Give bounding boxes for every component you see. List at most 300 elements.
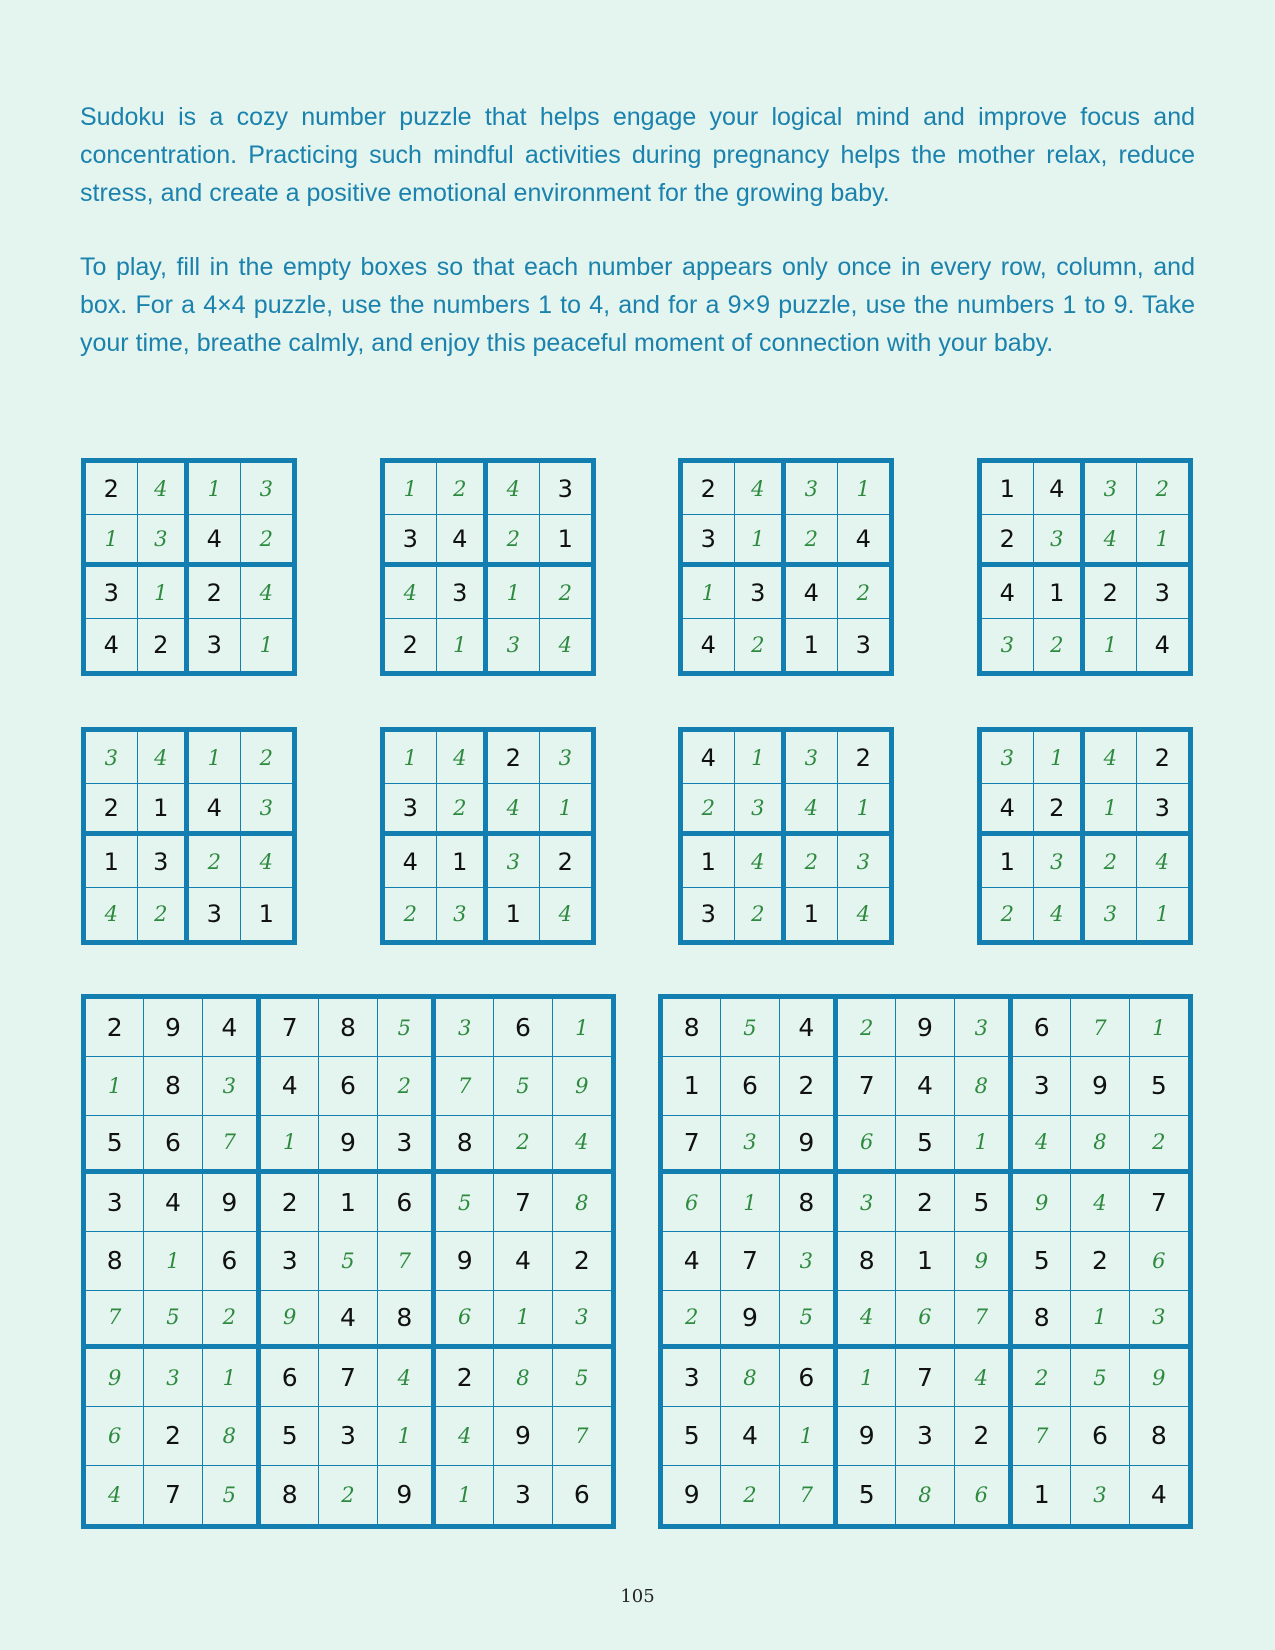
- answer-cell: 1: [1130, 999, 1188, 1057]
- given-cell: 3: [261, 1232, 319, 1290]
- given-cell: 3: [378, 1116, 436, 1174]
- answer-cell: 4: [856, 902, 870, 926]
- given-cell: 1: [138, 784, 190, 836]
- given-cell: 4: [494, 1232, 552, 1290]
- sudoku-4x4-3: [678, 458, 894, 676]
- given-cell: 4: [786, 567, 838, 619]
- answer-cell: 6: [838, 1116, 896, 1174]
- answer-cell: 7: [1013, 1407, 1071, 1465]
- given-cell: 8: [838, 1232, 896, 1290]
- given-cell: 7: [838, 1057, 896, 1115]
- given-cell: 1: [540, 515, 592, 567]
- given-cell: 6: [261, 1349, 319, 1407]
- answer-cell: 2: [735, 888, 787, 940]
- given-cell: 2: [896, 1174, 954, 1232]
- answer-cell: 3: [241, 463, 293, 515]
- given-cell: 3: [138, 836, 190, 888]
- given-cell: 9: [1071, 1057, 1129, 1115]
- answer-cell: 3: [540, 732, 592, 784]
- given-cell: 3: [189, 888, 241, 940]
- answer-cell: 1: [488, 567, 540, 619]
- answer-cell: 3: [1085, 463, 1137, 515]
- given-cell: 2: [436, 1349, 494, 1407]
- answer-cell: 2: [1085, 836, 1137, 888]
- given-cell: 3: [1137, 784, 1189, 836]
- given-cell: 2: [138, 619, 190, 671]
- answer-cell: 7: [955, 1291, 1013, 1349]
- answer-cell: 2: [786, 515, 838, 567]
- given-cell: 4: [1150, 1480, 1167, 1510]
- answer-cell: 1: [138, 567, 190, 619]
- answer-cell: 9: [553, 1057, 611, 1115]
- answer-cell: 3: [982, 732, 1034, 784]
- given-cell: 1: [896, 1232, 954, 1290]
- given-cell: 9: [780, 1116, 838, 1174]
- given-cell: 6: [573, 1480, 590, 1510]
- given-cell: 1: [1034, 567, 1086, 619]
- answer-cell: 9: [1013, 1174, 1071, 1232]
- given-cell: 2: [1034, 784, 1086, 836]
- answer-cell: 4: [955, 1349, 1013, 1407]
- page-number: 105: [620, 1586, 655, 1607]
- answer-cell: 6: [663, 1174, 721, 1232]
- given-cell: 3: [385, 515, 437, 567]
- given-cell: 7: [494, 1174, 552, 1232]
- answer-cell: 2: [838, 999, 896, 1057]
- answer-cell: 3: [1034, 836, 1086, 888]
- given-cell: 4: [144, 1174, 202, 1232]
- given-cell: 9: [203, 1174, 261, 1232]
- given-cell: 2: [261, 1174, 319, 1232]
- given-cell: 3: [86, 1174, 144, 1232]
- answer-cell: 2: [663, 1291, 721, 1349]
- answer-cell: 1: [721, 1174, 779, 1232]
- given-cell: 1: [437, 836, 489, 888]
- answer-cell: 4: [436, 1407, 494, 1465]
- answer-cell: 2: [241, 732, 293, 784]
- answer-cell: 1: [189, 732, 241, 784]
- answer-cell: 1: [1085, 784, 1137, 836]
- answer-cell: 1: [86, 515, 138, 567]
- given-cell: 6: [494, 999, 552, 1057]
- answer-cell: 1: [1071, 1291, 1129, 1349]
- answer-cell: 3: [144, 1349, 202, 1407]
- answer-cell: 6: [436, 1291, 494, 1349]
- answer-cell: 4: [378, 1349, 436, 1407]
- answer-cell: 3: [721, 1116, 779, 1174]
- given-cell: 3: [189, 619, 241, 671]
- given-cell: 2: [86, 999, 144, 1057]
- given-cell: 9: [663, 1466, 721, 1524]
- given-cell: 4: [385, 836, 437, 888]
- answer-cell: 3: [138, 515, 190, 567]
- given-cell: 3: [683, 888, 735, 940]
- answer-cell: 4: [553, 1116, 611, 1174]
- answer-cell: 4: [1085, 515, 1137, 567]
- given-cell: 4: [203, 999, 261, 1057]
- answer-cell: 1: [540, 784, 592, 836]
- given-cell: 2: [683, 463, 735, 515]
- answer-cell: 4: [138, 463, 190, 515]
- answer-cell: 1: [838, 784, 890, 836]
- given-cell: 3: [86, 567, 138, 619]
- answer-cell: 7: [203, 1116, 261, 1174]
- given-cell: 9: [144, 999, 202, 1057]
- given-cell: 2: [144, 1407, 202, 1465]
- given-cell: 4: [838, 515, 890, 567]
- answer-cell: 4: [138, 732, 190, 784]
- given-cell: 8: [319, 999, 377, 1057]
- answer-cell: 5: [319, 1232, 377, 1290]
- given-cell: 5: [261, 1407, 319, 1465]
- given-cell: 3: [735, 567, 787, 619]
- answer-cell: 2: [319, 1466, 377, 1524]
- answer-cell: 3: [203, 1057, 261, 1115]
- answer-cell: 2: [982, 888, 1034, 940]
- answer-cell: 3: [786, 463, 838, 515]
- answer-cell: 5: [1071, 1349, 1129, 1407]
- answer-cell: 3: [553, 1291, 611, 1349]
- answer-cell: 2: [786, 836, 838, 888]
- given-cell: 2: [1071, 1232, 1129, 1290]
- answer-cell: 5: [780, 1291, 838, 1349]
- given-cell: 7: [663, 1116, 721, 1174]
- given-cell: 4: [683, 732, 735, 784]
- given-cell: 1: [663, 1057, 721, 1115]
- given-cell: 1: [1013, 1466, 1071, 1524]
- answer-cell: 2: [138, 888, 190, 940]
- given-cell: 3: [1137, 567, 1189, 619]
- given-cell: 5: [896, 1116, 954, 1174]
- answer-cell: 2: [1137, 463, 1189, 515]
- answer-cell: 7: [436, 1057, 494, 1115]
- answer-cell: 3: [488, 836, 540, 888]
- given-cell: 2: [780, 1057, 838, 1115]
- answer-cell: 4: [488, 784, 540, 836]
- given-cell: 1: [982, 463, 1034, 515]
- answer-cell: 4: [241, 836, 293, 888]
- answer-cell: 4: [838, 1291, 896, 1349]
- given-cell: 7: [896, 1349, 954, 1407]
- sudoku-9x9-1: [81, 994, 616, 1529]
- answer-cell: 3: [838, 836, 890, 888]
- answer-cell: 8: [896, 1466, 954, 1524]
- answer-cell: 4: [558, 902, 572, 926]
- answer-cell: 8: [553, 1174, 611, 1232]
- given-cell: 8: [436, 1116, 494, 1174]
- answer-cell: 9: [86, 1349, 144, 1407]
- answer-cell: 3: [437, 888, 489, 940]
- sudoku-4x4-5: [81, 727, 297, 945]
- answer-cell: 6: [1130, 1232, 1188, 1290]
- answer-cell: 4: [558, 633, 572, 657]
- given-cell: 9: [378, 1466, 436, 1524]
- answer-cell: 2: [1013, 1349, 1071, 1407]
- answer-cell: 4: [241, 567, 293, 619]
- answer-cell: 1: [1155, 902, 1169, 926]
- given-cell: 4: [683, 619, 735, 671]
- answer-cell: 7: [86, 1291, 144, 1349]
- answer-cell: 9: [261, 1291, 319, 1349]
- answer-cell: 5: [553, 1349, 611, 1407]
- given-cell: 7: [1130, 1174, 1188, 1232]
- answer-cell: 5: [436, 1174, 494, 1232]
- answer-cell: 4: [488, 463, 540, 515]
- given-cell: 5: [1130, 1057, 1188, 1115]
- answer-cell: 4: [1137, 836, 1189, 888]
- given-cell: 4: [896, 1057, 954, 1115]
- given-cell: 5: [663, 1407, 721, 1465]
- given-cell: 9: [494, 1407, 552, 1465]
- answer-cell: 3: [241, 784, 293, 836]
- answer-cell: 9: [1130, 1349, 1188, 1407]
- answer-cell: 2: [437, 463, 489, 515]
- answer-cell: 4: [735, 463, 787, 515]
- answer-cell: 8: [1071, 1116, 1129, 1174]
- given-cell: 7: [261, 999, 319, 1057]
- given-cell: 5: [955, 1174, 1013, 1232]
- answer-cell: 5: [144, 1291, 202, 1349]
- answer-cell: 3: [488, 619, 540, 671]
- given-cell: 2: [982, 515, 1034, 567]
- given-cell: 4: [663, 1232, 721, 1290]
- answer-cell: 1: [189, 463, 241, 515]
- given-cell: 6: [203, 1232, 261, 1290]
- answer-cell: 1: [378, 1407, 436, 1465]
- answer-cell: 4: [86, 888, 138, 940]
- given-cell: 2: [385, 619, 437, 671]
- given-cell: 2: [955, 1407, 1013, 1465]
- answer-cell: 3: [1130, 1291, 1188, 1349]
- answer-cell: 1: [261, 1116, 319, 1174]
- given-cell: 4: [189, 784, 241, 836]
- answer-cell: 2: [540, 567, 592, 619]
- answer-cell: 4: [735, 836, 787, 888]
- answer-cell: 4: [86, 1466, 144, 1524]
- sudoku-4x4-1: [81, 458, 297, 676]
- intro-paragraph-1: Sudoku is a cozy number puzzle that helps engage your logical mind and improve focus and concentration. Practicing such mindful activities during pregnancy helps the mother relax, reduce stress, and create a positive emotional environment for the growing baby.: [80, 103, 1195, 207]
- given-cell: 6: [378, 1174, 436, 1232]
- answer-cell: 5: [378, 999, 436, 1057]
- given-cell: 4: [721, 1407, 779, 1465]
- answer-cell: 1: [553, 999, 611, 1057]
- answer-cell: 2: [189, 836, 241, 888]
- answer-cell: 3: [780, 1232, 838, 1290]
- answer-cell: 6: [955, 1466, 1013, 1524]
- answer-cell: 2: [721, 1466, 779, 1524]
- answer-cell: 4: [437, 732, 489, 784]
- answer-cell: 5: [721, 999, 779, 1057]
- given-cell: 3: [896, 1407, 954, 1465]
- given-cell: 9: [319, 1116, 377, 1174]
- given-cell: 3: [494, 1466, 552, 1524]
- given-cell: 1: [786, 619, 838, 671]
- given-cell: 6: [1013, 999, 1071, 1057]
- answer-cell: 2: [1034, 619, 1086, 671]
- answer-cell: 1: [494, 1291, 552, 1349]
- answer-cell: 1: [437, 619, 489, 671]
- answer-cell: 3: [955, 999, 1013, 1057]
- answer-cell: 1: [735, 732, 787, 784]
- answer-cell: 2: [437, 784, 489, 836]
- answer-cell: 8: [955, 1057, 1013, 1115]
- given-cell: 3: [663, 1349, 721, 1407]
- given-cell: 6: [1071, 1407, 1129, 1465]
- given-cell: 2: [1085, 567, 1137, 619]
- given-cell: 1: [683, 836, 735, 888]
- given-cell: 1: [258, 900, 274, 928]
- given-cell: 8: [144, 1057, 202, 1115]
- given-cell: 5: [1013, 1232, 1071, 1290]
- given-cell: 8: [261, 1466, 319, 1524]
- answer-cell: 3: [1085, 888, 1137, 940]
- given-cell: 8: [86, 1232, 144, 1290]
- given-cell: 3: [683, 515, 735, 567]
- given-cell: 2: [86, 463, 138, 515]
- given-cell: 8: [780, 1174, 838, 1232]
- answer-cell: 4: [385, 567, 437, 619]
- answer-cell: 3: [86, 732, 138, 784]
- answer-cell: 1: [1085, 619, 1137, 671]
- given-cell: 4: [261, 1057, 319, 1115]
- given-cell: 6: [319, 1057, 377, 1115]
- answer-cell: 1: [259, 633, 273, 657]
- answer-cell: 1: [683, 567, 735, 619]
- answer-cell: 5: [494, 1057, 552, 1115]
- given-cell: 4: [189, 515, 241, 567]
- answer-cell: 2: [385, 888, 437, 940]
- answer-cell: 8: [494, 1349, 552, 1407]
- sudoku-4x4-6: [380, 727, 596, 945]
- answer-cell: 1: [955, 1116, 1013, 1174]
- given-cell: 1: [86, 836, 138, 888]
- answer-cell: 1: [1034, 732, 1086, 784]
- given-cell: 7: [319, 1349, 377, 1407]
- given-cell: 8: [1013, 1291, 1071, 1349]
- answer-cell: 1: [385, 463, 437, 515]
- given-cell: 9: [838, 1407, 896, 1465]
- given-cell: 2: [553, 1232, 611, 1290]
- answer-cell: 7: [553, 1407, 611, 1465]
- given-cell: 7: [721, 1232, 779, 1290]
- given-cell: 4: [437, 515, 489, 567]
- answer-cell: 7: [780, 1466, 838, 1524]
- answer-cell: 3: [786, 732, 838, 784]
- answer-cell: 1: [780, 1407, 838, 1465]
- answer-cell: 3: [1071, 1466, 1129, 1524]
- given-cell: 4: [1034, 463, 1086, 515]
- given-cell: 3: [319, 1407, 377, 1465]
- answer-cell: 4: [1013, 1116, 1071, 1174]
- answer-cell: 3: [1034, 515, 1086, 567]
- given-cell: 1: [488, 888, 540, 940]
- given-cell: 5: [86, 1116, 144, 1174]
- sudoku-9x9-2: [658, 994, 1193, 1529]
- answer-cell: 4: [1034, 888, 1086, 940]
- answer-cell: 1: [144, 1232, 202, 1290]
- answer-cell: 3: [838, 1174, 896, 1232]
- answer-cell: 1: [838, 1349, 896, 1407]
- answer-cell: 8: [721, 1349, 779, 1407]
- answer-cell: 2: [1130, 1116, 1188, 1174]
- answer-cell: 9: [955, 1232, 1013, 1290]
- answer-cell: 2: [683, 784, 735, 836]
- given-cell: 6: [721, 1057, 779, 1115]
- given-cell: 3: [1013, 1057, 1071, 1115]
- answer-cell: 1: [1137, 515, 1189, 567]
- answer-cell: 8: [203, 1407, 261, 1465]
- given-cell: 9: [896, 999, 954, 1057]
- given-cell: 8: [663, 999, 721, 1057]
- given-cell: 2: [86, 784, 138, 836]
- given-cell: 1: [786, 888, 838, 940]
- given-cell: 3: [437, 567, 489, 619]
- answer-cell: 2: [488, 515, 540, 567]
- answer-cell: 5: [203, 1466, 261, 1524]
- given-cell: 2: [488, 732, 540, 784]
- given-cell: 3: [540, 463, 592, 515]
- answer-cell: 4: [1085, 732, 1137, 784]
- answer-cell: 1: [735, 515, 787, 567]
- answer-cell: 2: [735, 619, 787, 671]
- given-cell: 1: [982, 836, 1034, 888]
- given-cell: 1: [319, 1174, 377, 1232]
- given-cell: 3: [855, 631, 871, 659]
- answer-cell: 2: [203, 1291, 261, 1349]
- given-cell: 2: [540, 836, 592, 888]
- given-cell: 6: [144, 1116, 202, 1174]
- answer-cell: 3: [436, 999, 494, 1057]
- given-cell: 6: [780, 1349, 838, 1407]
- given-cell: 2: [838, 732, 890, 784]
- answer-cell: 1: [436, 1466, 494, 1524]
- answer-cell: 2: [378, 1057, 436, 1115]
- given-cell: 4: [86, 619, 138, 671]
- sudoku-4x4-4: [977, 458, 1193, 676]
- answer-cell: 2: [241, 515, 293, 567]
- answer-cell: 4: [786, 784, 838, 836]
- answer-cell: 3: [735, 784, 787, 836]
- given-cell: 2: [189, 567, 241, 619]
- answer-cell: 7: [1071, 999, 1129, 1057]
- answer-cell: 1: [86, 1057, 144, 1115]
- given-cell: 7: [144, 1466, 202, 1524]
- given-cell: 3: [385, 784, 437, 836]
- answer-cell: 1: [838, 463, 890, 515]
- sudoku-4x4-7: [678, 727, 894, 945]
- given-cell: 2: [1137, 732, 1189, 784]
- given-cell: 8: [378, 1291, 436, 1349]
- answer-cell: 1: [385, 732, 437, 784]
- given-cell: 9: [436, 1232, 494, 1290]
- answer-cell: 3: [982, 619, 1034, 671]
- answer-cell: 6: [896, 1291, 954, 1349]
- answer-cell: 4: [1071, 1174, 1129, 1232]
- given-cell: 4: [1154, 631, 1170, 659]
- answer-cell: 6: [86, 1407, 144, 1465]
- answer-cell: 7: [378, 1232, 436, 1290]
- answer-cell: 1: [203, 1349, 261, 1407]
- given-cell: 9: [721, 1291, 779, 1349]
- given-cell: 4: [780, 999, 838, 1057]
- given-cell: 5: [838, 1466, 896, 1524]
- given-cell: 8: [1130, 1407, 1188, 1465]
- intro-paragraph-2: To play, fill in the empty boxes so that each number appears only once in every row, column, and box. For a 4×4 puzzle, use the numbers 1 to 4, and for a 9×9 puzzle, use the numbers 1 to 9. Take your time, breathe calmly, and enjoy this peaceful moment of connection with your baby.: [80, 253, 1195, 357]
- sudoku-4x4-8: [977, 727, 1193, 945]
- given-cell: 4: [319, 1291, 377, 1349]
- given-cell: 4: [982, 567, 1034, 619]
- answer-cell: 2: [838, 567, 890, 619]
